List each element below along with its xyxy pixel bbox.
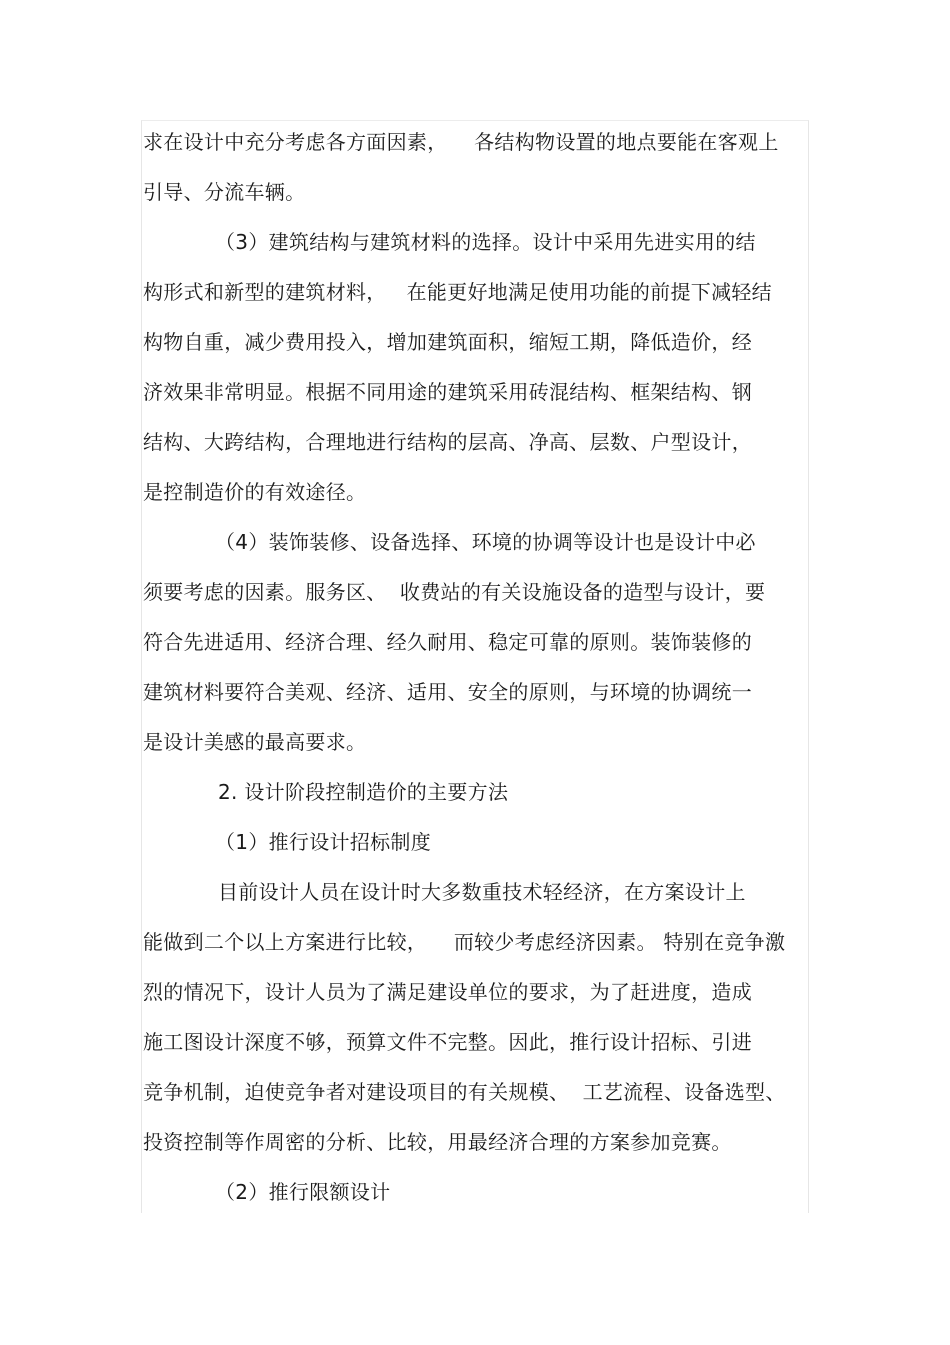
text-line: 结构、大跨结构，合理地进行结构的层高、净高、层数、户型设计， [143,430,752,454]
subsection-heading: （1）推行设计招标制度 [215,830,432,854]
text-line: （3）建筑结构与建筑材料的选择。设计中采用先进实用的结 [215,230,756,254]
text-line: 构物自重，减少费用投入，增加建筑面积，缩短工期，降低造价，经 [143,330,752,354]
text-line: 须要考虑的因素。服务区、 收费站的有关设施设备的造型与设计，要 [143,580,766,604]
text-line: 引导、分流车辆。 [143,180,306,204]
section-heading: 2. 设计阶段控制造价的主要方法 [218,780,509,804]
text-line: 目前设计人员在设计时大多数重技术轻经济，在方案设计上 [218,880,746,904]
text-line: 竞争机制，迫使竞争者对建设项目的有关规模、 工艺流程、设备选型、 [143,1080,786,1104]
subsection-heading: （2）推行限额设计 [215,1180,391,1204]
text-line: 是设计美感的最高要求。 [143,730,367,754]
text-line: 济效果非常明显。根据不同用途的建筑采用砖混结构、框架结构、钢 [143,380,752,404]
text-line: 施工图设计深度不够，预算文件不完整。因此，推行设计招标、引进 [143,1030,752,1054]
document-body [143,117,813,1217]
text-line: 建筑材料要符合美观、经济、适用、安全的原则，与环境的协调统一 [143,680,752,704]
text-line: （4）装饰装修、设备选择、环境的协调等设计也是设计中必 [215,530,756,554]
text-line: 投资控制等作周密的分析、比较，用最经济合理的方案参加竞赛。 [143,1130,732,1154]
text-line: 符合先进适用、经济合理、经久耐用、稳定可靠的原则。装饰装修的 [143,630,752,654]
text-line: 烈的情况下，设计人员为了满足建设单位的要求，为了赶进度，造成 [143,980,752,1004]
text-line: 能做到二个以上方案进行比较， 而较少考虑经济因素。 特别在竞争激 [143,930,786,954]
text-line: 求在设计中充分考虑各方面因素， 各结构物设置的地点要能在客观上 [143,130,779,154]
text-line: 是控制造价的有效途径。 [143,480,367,504]
text-line: 构形式和新型的建筑材料， 在能更好地满足使用功能的前提下减轻结 [143,280,772,304]
